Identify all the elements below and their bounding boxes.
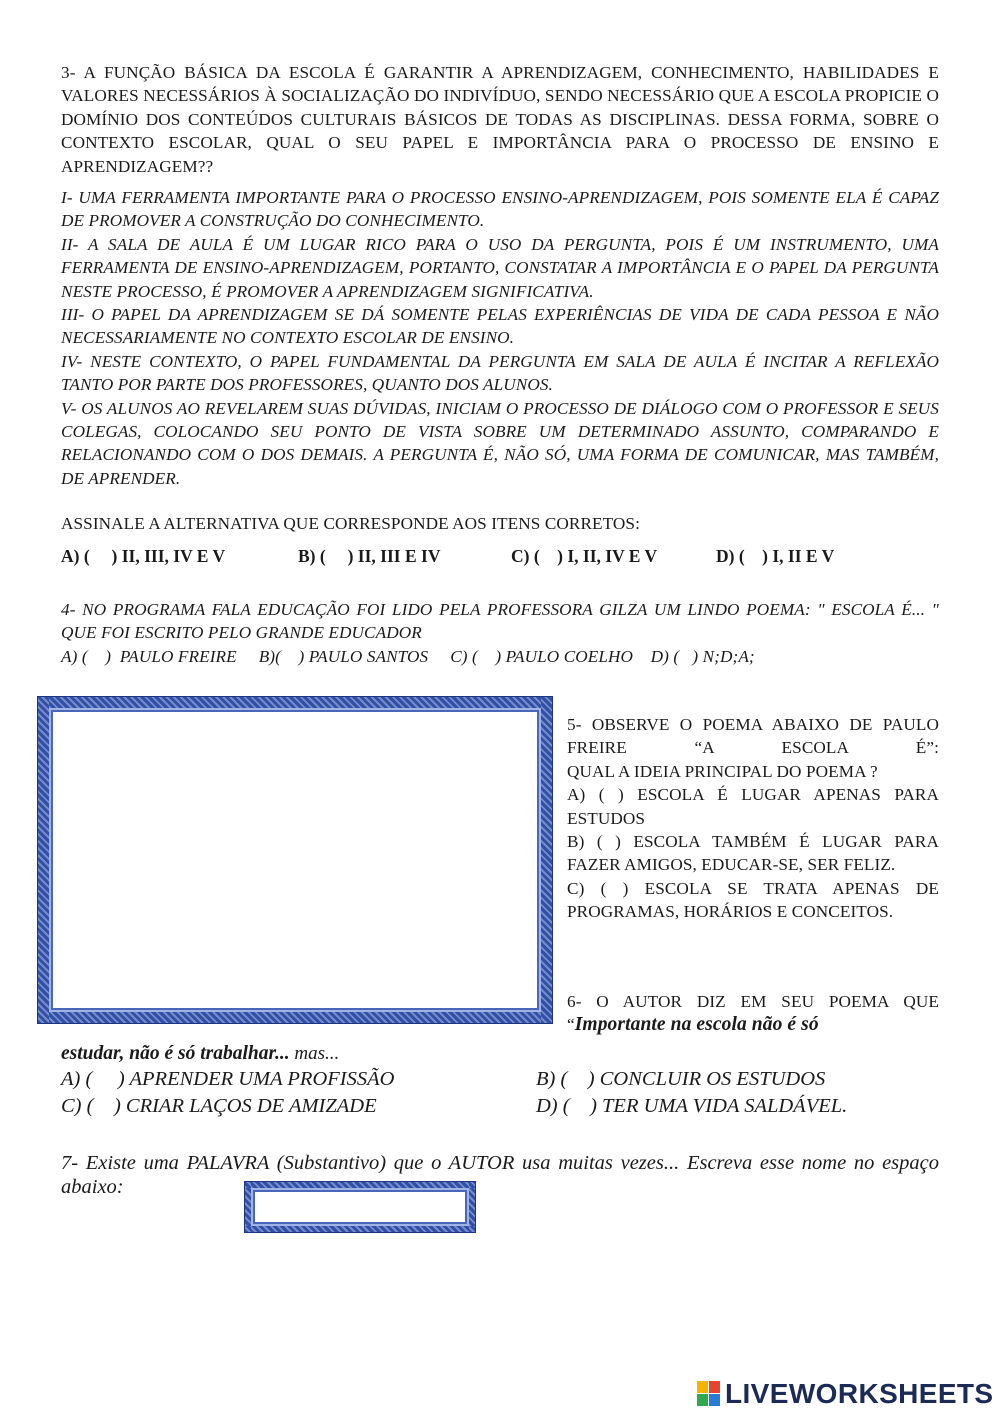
question-6-options (61, 1068, 939, 1118)
question-7-prompt: 7- Existe uma PALAVRA (Substantivo) que o AUTOR usa muitas vezes... Escreva esse nome no espaço abaixo: (61, 1152, 939, 1198)
question-3-statements (61, 186, 939, 490)
question-4-prompt: 4- NO PROGRAMA FALA EDUCAÇÃO FOI LIDO PELA PROFESSORA GILZA UM LINDO POEMA: " ESCOLA É... " QUE FOI ESCRITO PELO GRANDE EDUCADOR (61, 600, 939, 643)
question-6-quote-end: estudar, não é só trabalhar... (61, 1043, 290, 1064)
statement-iii: III- O PAPEL DA APRENDIZAGEM SE DÁ SOMENTE PELAS EXPERIÊNCIAS DE VIDA DE CADA PESSOA E NÃO NECESSARIAMENTE NO CONTEXTO ESCOLAR DE ENSINO. (61, 305, 939, 348)
answer-input-box[interactable] (245, 1182, 475, 1232)
q6-option-a[interactable]: A) ( ) APRENDER UMA PROFISSÃO (61, 1068, 395, 1090)
q5-option-b[interactable]: B) ( ) ESCOLA TAMBÉM É LUGAR PARA FAZER AMIGOS, EDUCAR-SE, SER FELIZ. (567, 832, 939, 875)
question-3-options (61, 546, 939, 567)
statement-iv: IV- NESTE CONTEXTO, O PAPEL FUNDAMENTAL DA PERGUNTA EM SALA DE AULA É INCITAR A REFLEXÃO TANTO POR PARTE DOS PROFESSORES, QUANTO DOS ALUNOS. (61, 351, 939, 395)
question-4 (61, 598, 939, 668)
question-6-tail: mas... (289, 1043, 340, 1064)
statement-v: V- OS ALUNOS AO REVELAREM SUAS DÚVIDAS, INICIAM O PROCESSO DE DIÁLOGO COM O PROFESSOR E SEUS COLEGAS, COLOCANDO SEU PONTO DE VISTA SOBRE UM DETERMINADO ASSUNTO, COMPARANDO E RELACIONANDO COM O DOS DEMAIS. A PERGUNTA É, NÃO SÓ, UMA FORMA DE COMUNICAR, MAS TAMBÉM, DE APRENDER. (61, 398, 939, 488)
question-6-prompt (567, 990, 939, 1037)
poem-image-frame (38, 697, 552, 1023)
question-5 (567, 713, 939, 924)
q3-option-a[interactable]: A) ( ) II, III, IV E V (61, 546, 226, 566)
question-6-quote-continued (61, 1042, 939, 1065)
question-5-prompt: 5- OBSERVE O POEMA ABAIXO DE PAULO FREIRE “A ESCOLA É”: (567, 715, 939, 758)
q5-option-a[interactable]: A) ( ) ESCOLA É LUGAR APENAS PARA ESTUDOS (567, 785, 939, 828)
q6-option-d[interactable]: D) ( ) TER UMA VIDA SALDÁVEL. (536, 1095, 848, 1117)
liveworksheets-logo[interactable] (697, 1377, 994, 1411)
logo-grid-icon (697, 1381, 721, 1407)
q6-option-c[interactable]: C) ( ) CRIAR LAÇOS DE AMIZADE (61, 1095, 377, 1117)
q5-option-c[interactable]: C) ( ) ESCOLA SE TRATA APENAS DE PROGRAMAS, HORÁRIOS E CONCEITOS. (567, 878, 939, 922)
question-3-instruction: ASSINALE A ALTERNATIVA QUE CORRESPONDE AOS ITENS CORRETOS: (61, 514, 640, 533)
statement-ii: II- A SALA DE AULA É UM LUGAR RICO PARA O USO DA PERGUNTA, POIS É UM INSTRUMENTO, UMA FERRAMENTA DE ENSINO-APRENDIZAGEM, PORTANTO, CONSTATAR A IMPORTÂNCIA E O PAPEL DA PERGUNTA NESTE PROCESSO, É PROMOVER A APRENDIZAGEM SIGNIFICATIVA. (61, 234, 939, 301)
question-5-question: QUAL A IDEIA PRINCIPAL DO POEMA ? (567, 761, 878, 781)
question-6-quote-start: Importante na escola não é só (574, 1014, 819, 1036)
q6-option-b[interactable]: B) ( ) CONCLUIR OS ESTUDOS (536, 1068, 826, 1090)
question-4-options[interactable]: A) ( ) PAULO FREIRE B)( ) PAULO SANTOS C) ( ) PAULO COELHO D) ( ) N;D;A; (61, 646, 755, 666)
q3-option-d[interactable]: D) ( ) I, II E V (716, 546, 835, 566)
logo-text: LIVEWORKSHEETS (725, 1378, 994, 1409)
question-6-intro: 6- O AUTOR DIZ EM SEU POEMA QUE “ (567, 992, 939, 1035)
question-3-prompt: 3- A FUNÇÃO BÁSICA DA ESCOLA É GARANTIR A APRENDIZAGEM, CONHECIMENTO, HABILIDADES E VALORES NECESSÁRIOS À SOCIALIZAÇÃO DO INDIVÍDUO, SENDO NECESSÁRIO QUE A ESCOLA PROPICIE O DOMÍNIO DOS CONTEÚDOS CULTURAIS BÁSICOS DE TODAS AS DISCIPLINAS. DESSA FORMA, SOBRE O CONTEXTO ESCOLAR, QUAL O SEU PAPEL E IMPORTÂNCIA PARA O PROCESSO DE ENSINO E APRENDIZAGEM?? (61, 63, 939, 176)
q3-option-c[interactable]: C) ( ) I, II, IV E V (511, 546, 658, 566)
q3-option-b[interactable]: B) ( ) II, III E IV (298, 546, 441, 566)
statement-i: I- UMA FERRAMENTA IMPORTANTE PARA O PROCESSO ENSINO-APRENDIZAGEM, POIS SOMENTE ELA É CAPAZ DE PROMOVER A CONSTRUÇÃO DO CONHECIMENTO. (61, 188, 939, 231)
